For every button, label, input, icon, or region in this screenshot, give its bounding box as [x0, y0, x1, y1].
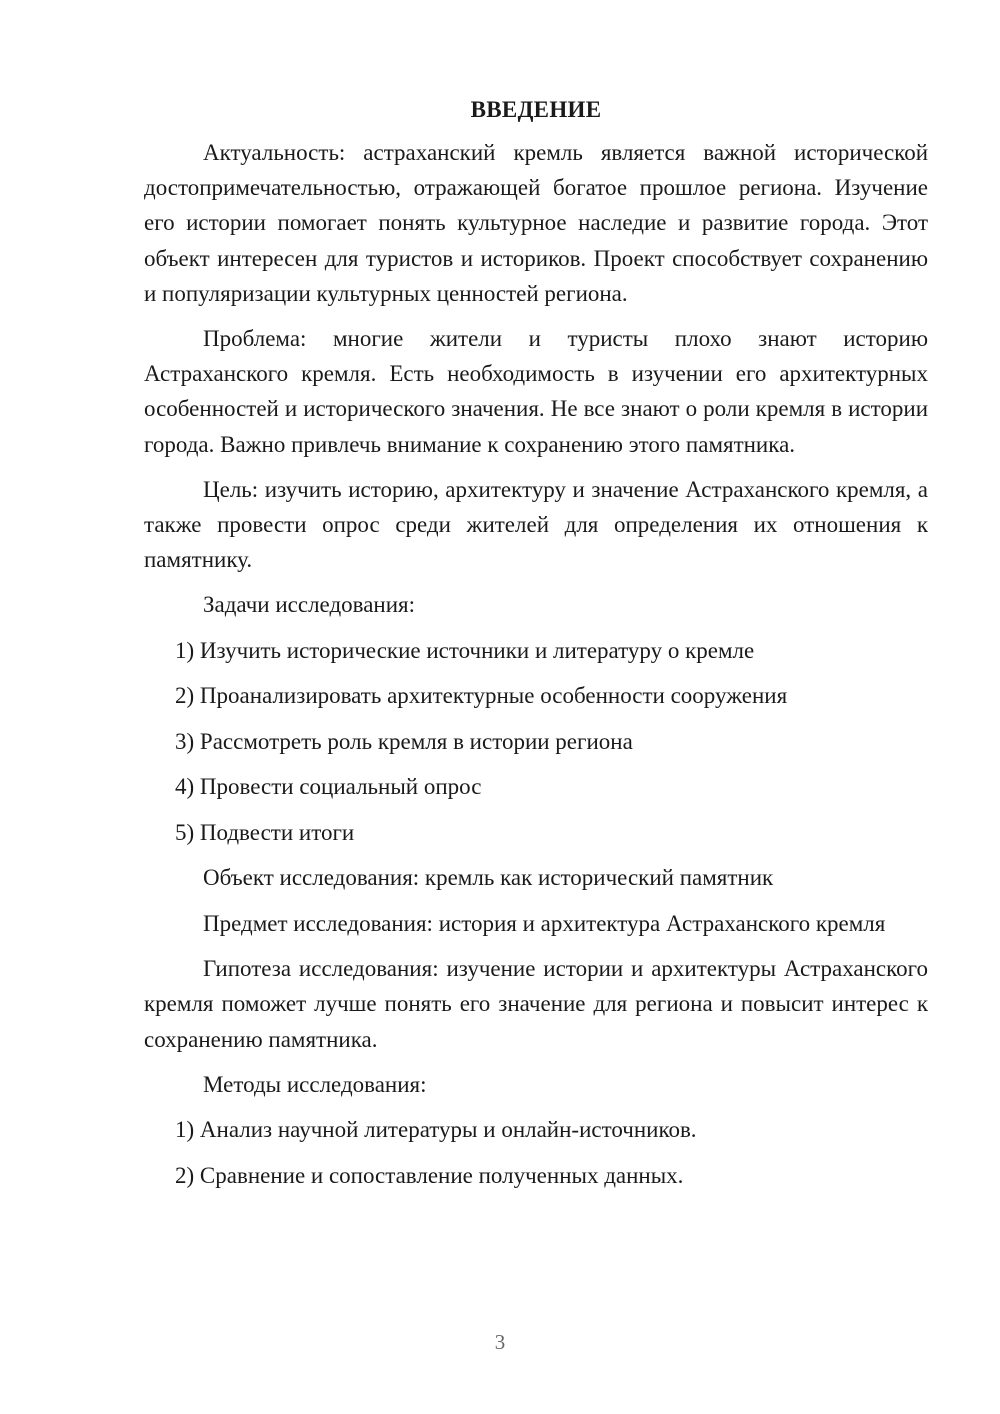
- method-item: 2) Сравнение и сопоставление полученных данных.: [175, 1162, 684, 1188]
- subject-paragraph: Предмет исследования: история и архитектура Астраханского кремля: [203, 910, 886, 936]
- goal-paragraph: Цель: изучить историю, архитектуру и значение Астраханского кремля, а также провести опрос среди жителей для определения их отношения к памятнику.: [144, 476, 928, 573]
- problem-paragraph: Проблема: многие жители и туристы плохо знают историю Астраханского кремля. Есть необходимость в изучении его архитектурных особенностей и исторического значения. Не все знают о роли кремля в истории города. Важно привлечь внимание к сохранению этого памятника.: [144, 326, 928, 457]
- task-item: 4) Провести социальный опрос: [175, 774, 482, 800]
- relevance-paragraph: Актуальность: астраханский кремль является важной исторической достопримечательностью, отражающей богатое прошлое региона. Изучение его истории помогает понять культурное наследие и развитие города. Этот объект интересен для туристов и историков. Проект способствует сохранению и популяризации культурных ценностей региона.: [144, 140, 928, 306]
- task-item: 1) Изучить исторические источники и литературу о кремле: [175, 637, 755, 663]
- method-item: 1) Анализ научной литературы и онлайн-источников.: [175, 1117, 697, 1143]
- object-paragraph: Объект исследования: кремль как исторический памятник: [203, 865, 774, 891]
- task-item: 3) Рассмотреть роль кремля в истории региона: [175, 728, 633, 754]
- task-item: 5) Подвести итоги: [175, 819, 355, 845]
- task-item: 2) Проанализировать архитектурные особенности сооружения: [175, 683, 788, 709]
- page-number: 3: [494, 1330, 506, 1354]
- methods-heading: Методы исследования:: [203, 1071, 427, 1097]
- section-title: ВВЕДЕНИЕ: [470, 97, 602, 122]
- tasks-heading: Задачи исследования:: [203, 592, 416, 618]
- page-content: [144, 92, 928, 1203]
- hypothesis-paragraph: Гипотеза исследования: изучение истории и архитектуры Астраханского кремля поможет лучше понять его значение для региона и повысит интерес к сохранению памятника.: [144, 956, 928, 1052]
